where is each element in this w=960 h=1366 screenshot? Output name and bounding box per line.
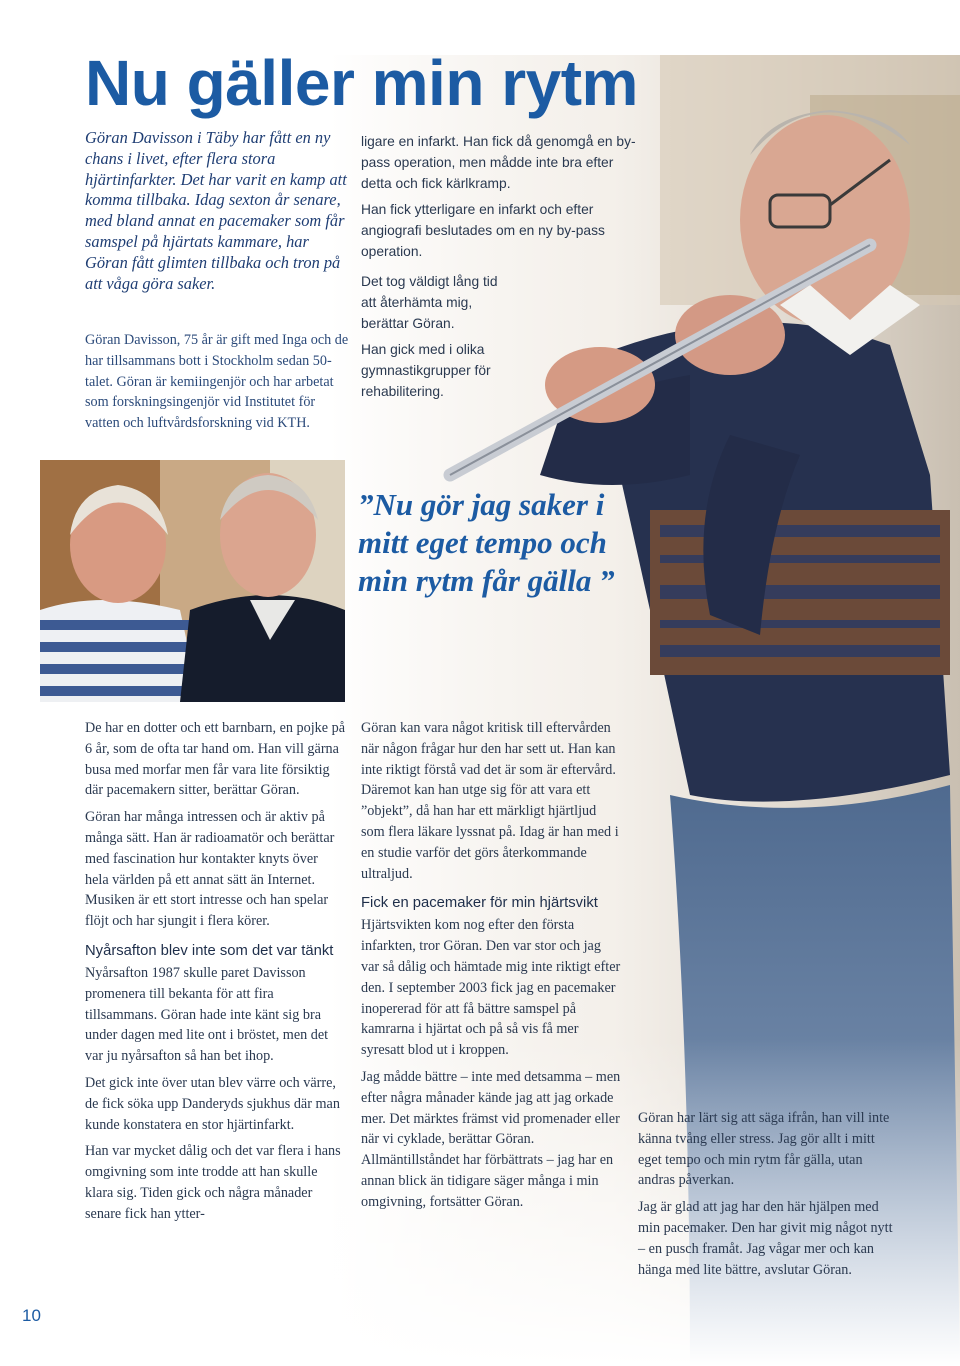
couple-photo <box>40 460 345 702</box>
col2-narrow-p2: Han gick med i olika gymnastikgrupper för rehabilitering. <box>361 342 491 399</box>
lead-paragraph: Göran Davisson i Täby har fått en ny chans i livet, efter flera stora hjärtinfarkter. Det har varit en kamp att komma tillbaka. Idag sexton år senare, med bland annat en pacemaker som får samspel på hjärtats kammare, har Göran fått glimten tillbaka och tron på att våga göra saker. <box>85 128 347 293</box>
intro-paragraph: Göran Davisson, 75 år är gift med Inga och de har tillsammans bott i Stockholm sedan 50-talet. Göran är kemiingenjör och har arbetat som forskningsingenjör vid Institutet för vatten och luftvårdsforskning vid KTH. <box>85 332 349 432</box>
col3-p1: Göran har lärt sig att säga ifrån, han vill inte känna tvång eller stress. Jag gör allt i mitt eget tempo och min rytm får gälla, utan andras påverkan. <box>638 1110 890 1189</box>
col1-p4: Det gick inte över utan blev värre och värre, de fick söka upp Danderyds sjukhus där man kunde konstatera en stor hjärtinfarkt. <box>85 1074 340 1133</box>
col1-p1: De har en dotter och ett barnbarn, en pojke på 6 år, som de ofta tar hand om. Han vill gärna busa med morfar men får vara lite försiktig där pacemakern sitter, berättar Göran. <box>85 720 345 799</box>
col1-p3: Nyårsafton 1987 skulle paret Davisson promenera till bekanta för att fira tillsammans. Göran hade inte känt sig bra under dagen med lite ont i bröstet, men det var ju nyårsafton så han bet ihop. <box>85 964 329 1065</box>
col1-p2: Göran har många intressen och är aktiv på många sätt. Han är radioamatör och berättar med fascination hur kontakter knyts över hela världen på ett annat sätt än Internet. Musiken är ett stort intresse och han spelar flöjt och har sjungit i flera körer. <box>85 809 335 930</box>
column-3 <box>638 1108 898 1286</box>
col2-p2: Hjärtsvikten kom nog efter den första infarkten, tror Göran. Den var stor och jag var så dålig och hämtade mig inte riktigt efter den. I september 2003 fick jag en pacemaker inopererad för att få bättre samspel på kamrarna i hjärtat och på så vis få mer syresatt blod ut i kroppen. <box>361 917 621 1059</box>
col2-p1: Göran kan vara något kritisk till eftervården när någon frågar hur den har sett ut. Han kan inte riktigt förstå vad det är som är eftervård. Däremot kan han utge sig för att vara ett ”objekt”, då han har ett märkligt hjärtljud som flera läkare lyssnat på. Idag är han med i en studie varför det görs återkommande ultraljud. <box>361 720 619 882</box>
col2-subheading: Fick en pacemaker för min hjärtsvikt <box>361 895 598 912</box>
col2-p3: Jag mådde bättre – inte med detsamma – men efter några månader kände jag att jag orkade mer. Det märktes främst vid promenader eller när vi cyklade, berättar Göran. Allmäntillståndet har förbättrats – jag har en annan blick än tidigare säger många i min omgivning, fortsätter Göran. <box>361 1068 621 1210</box>
col2-top-p2: Han fick ytterligare en infarkt och efter angiografi beslutades om en ny by-pass operation. <box>361 202 605 259</box>
col1-p5: Han var mycket dålig och det var flera i hans omgivning som inte trodde att han skulle klara sig. Tiden gick och några månader senare fick han ytter- <box>85 1143 341 1222</box>
column2-top <box>361 132 641 269</box>
column2-narrow <box>361 272 511 409</box>
col3-p2: Jag är glad att jag har den här hjälpen med min pacemaker. Den har givit mig något nytt – en pusch framåt. Jag vågar mer och kan hänga med lite bättre, avslutar Göran. <box>638 1199 893 1278</box>
col2-top-p1: ligare en infarkt. Han fick då genomgå en by-pass operation, men mådde inte bra efter detta och fick kärlkramp. <box>361 134 636 191</box>
page-number: 10 <box>22 1306 41 1325</box>
column-1 <box>85 718 345 1231</box>
col2-narrow-p1: Det tog väldigt lång tid att återhämta mig, berättar Göran. <box>361 274 498 331</box>
col1-subheading: Nyårsafton blev inte som det var tänkt <box>85 942 334 959</box>
article-title: Nu gäller min rytm <box>85 47 638 119</box>
column-2 <box>361 718 621 1219</box>
pull-quote: ”Nu gör jag saker i mitt eget tempo och min rytm får gälla ” <box>358 487 615 598</box>
